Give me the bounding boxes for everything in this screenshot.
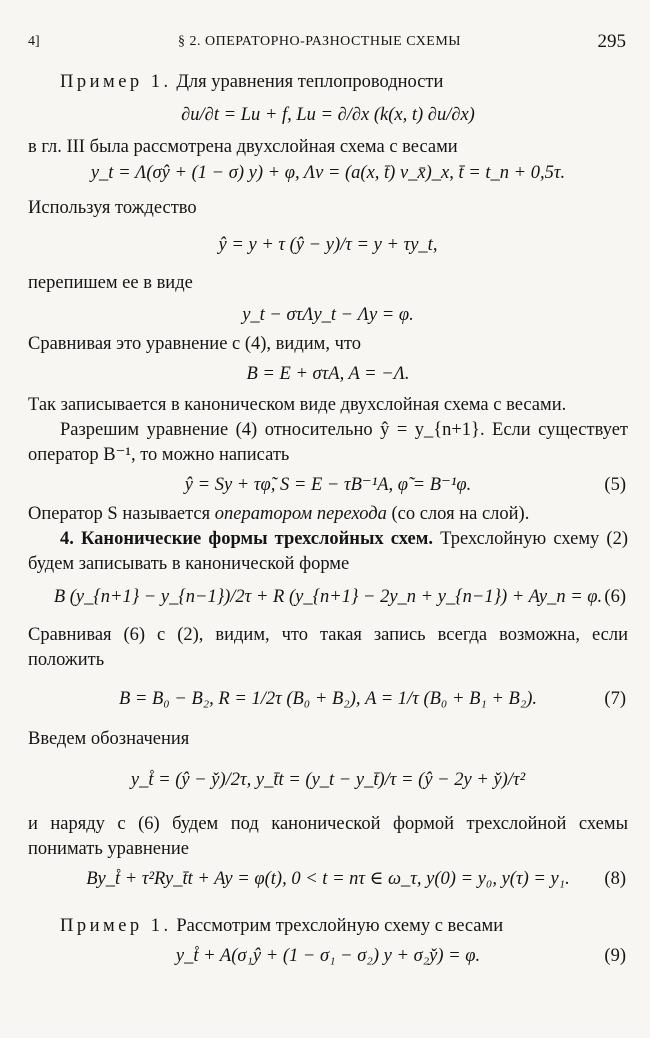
equation-6 <box>28 577 628 617</box>
equation-5-number: (5) <box>604 475 626 495</box>
equation-5-body: ŷ = Sy + τφ̃, S = E − τB⁻¹A, φ̃ = B⁻¹φ. <box>184 475 472 495</box>
example-1-label: Пример 1. <box>60 72 172 92</box>
equation-weights: y_t = Λ(σŷ + (1 − σ) y) + φ, Λv = (a(x, t̄) v_x̄)_x, t̄ = t_n + 0,5τ. <box>90 163 566 183</box>
paragraph-compare: Сравнивая это уравнение с (4), видим, что <box>28 334 361 354</box>
section-4-heading: 4. Канонические формы трехслойных схем. <box>60 529 433 549</box>
paragraph-rewrite: перепишем ее в виде <box>28 273 193 293</box>
running-head: § 2. ОПЕРАТОРНО-РАЗНОСТНЫЕ СХЕМЫ <box>178 34 462 49</box>
section-4-paragraph <box>28 527 628 577</box>
header-left-marker: 4] <box>28 34 40 49</box>
paragraph-compare-6-2: Сравнивая (6) с (2), видим, что такая запись всегда возможна, если положить <box>28 625 628 670</box>
paragraph-resolve: Разрешим уравнение (4) относительно ŷ = y_{n+1}. Если существует оператор B⁻¹, то можно написать <box>28 420 628 465</box>
equation-notation: y_t̊ = (ŷ − y̌)/2τ, y_t̄t = (y_t − y_t̄)/τ = (ŷ − 2y + y̌)/τ² <box>130 770 526 790</box>
equation-8-body: By_t̊ + τ²Ry_t̄t + Ay = φ(t), 0 < t = nτ ∈ ω_τ, y(0) = y₀, y(τ) = y₁. <box>86 869 570 889</box>
page-number: 295 <box>597 31 626 52</box>
equation-9-number: (9) <box>604 946 626 966</box>
paragraph-weighted-scheme: в гл. III была рассмотрена двухслойная схема с весами <box>28 137 458 157</box>
equation-6-number: (6) <box>604 587 626 607</box>
equation-B-A: B = E + στA, A = −Λ. <box>246 364 410 384</box>
paragraph-canonical: Так записывается в каноническом виде двухслойная схема с весами. <box>28 395 567 415</box>
example-1-text: Для уравнения теплопроводности <box>176 72 444 92</box>
example-2-intro <box>28 914 628 939</box>
equation-8-number: (8) <box>604 869 626 889</box>
example-1-intro <box>28 70 628 95</box>
equation-7-number: (7) <box>604 689 626 709</box>
equation-7 <box>28 679 628 719</box>
example-2-text: Рассмотрим трехслойную схему с весами <box>176 916 504 936</box>
equation-5 <box>28 472 628 498</box>
paragraph-identity: Используя тождество <box>28 198 197 218</box>
equation-rewrite: y_t − στΛy_t − Λy = φ. <box>242 305 414 325</box>
transition-text-a: Оператор S называется <box>28 504 211 524</box>
page-header <box>28 31 628 60</box>
equation-6-body: B (y_{n+1} − y_{n−1})/2τ + R (y_{n+1} − 2y_n + y_{n−1}) + Ay_n = φ. <box>53 587 603 607</box>
section-4-text: Трехслойную схему (2) будем записывать в канонической форме <box>28 529 629 574</box>
transition-text-b: (со слоя на слой). <box>391 504 530 524</box>
equation-8 <box>28 866 628 892</box>
equation-identity: ŷ = y + τ (ŷ − y)/τ = y + τy_t, <box>218 235 438 255</box>
paragraph-canonical-three-layer: и наряду с (6) будем под канонической формой трехслойной схемы понимать уравнение <box>28 814 628 859</box>
equation-7-body: B = B₀ − B₂, R = 1/2τ (B₀ + B₂), A = 1/τ (B₀ + B₁ + B₂). <box>118 689 538 709</box>
paragraph-transition-operator <box>28 502 628 527</box>
book-page <box>28 31 629 969</box>
equation-9 <box>28 943 628 969</box>
equation-heat: ∂u/∂t = Lu + f, Lu = ∂/∂x (k(x, t) ∂u/∂x) <box>181 105 475 125</box>
example-2-label: Пример 1. <box>60 916 172 936</box>
transition-term: оператором перехода <box>214 504 387 524</box>
paragraph-notation: Введем обозначения <box>28 729 190 749</box>
equation-9-body: y_t̊ + A(σ₁ŷ + (1 − σ₁ − σ₂) y + σ₂y̌) = φ. <box>175 946 481 966</box>
